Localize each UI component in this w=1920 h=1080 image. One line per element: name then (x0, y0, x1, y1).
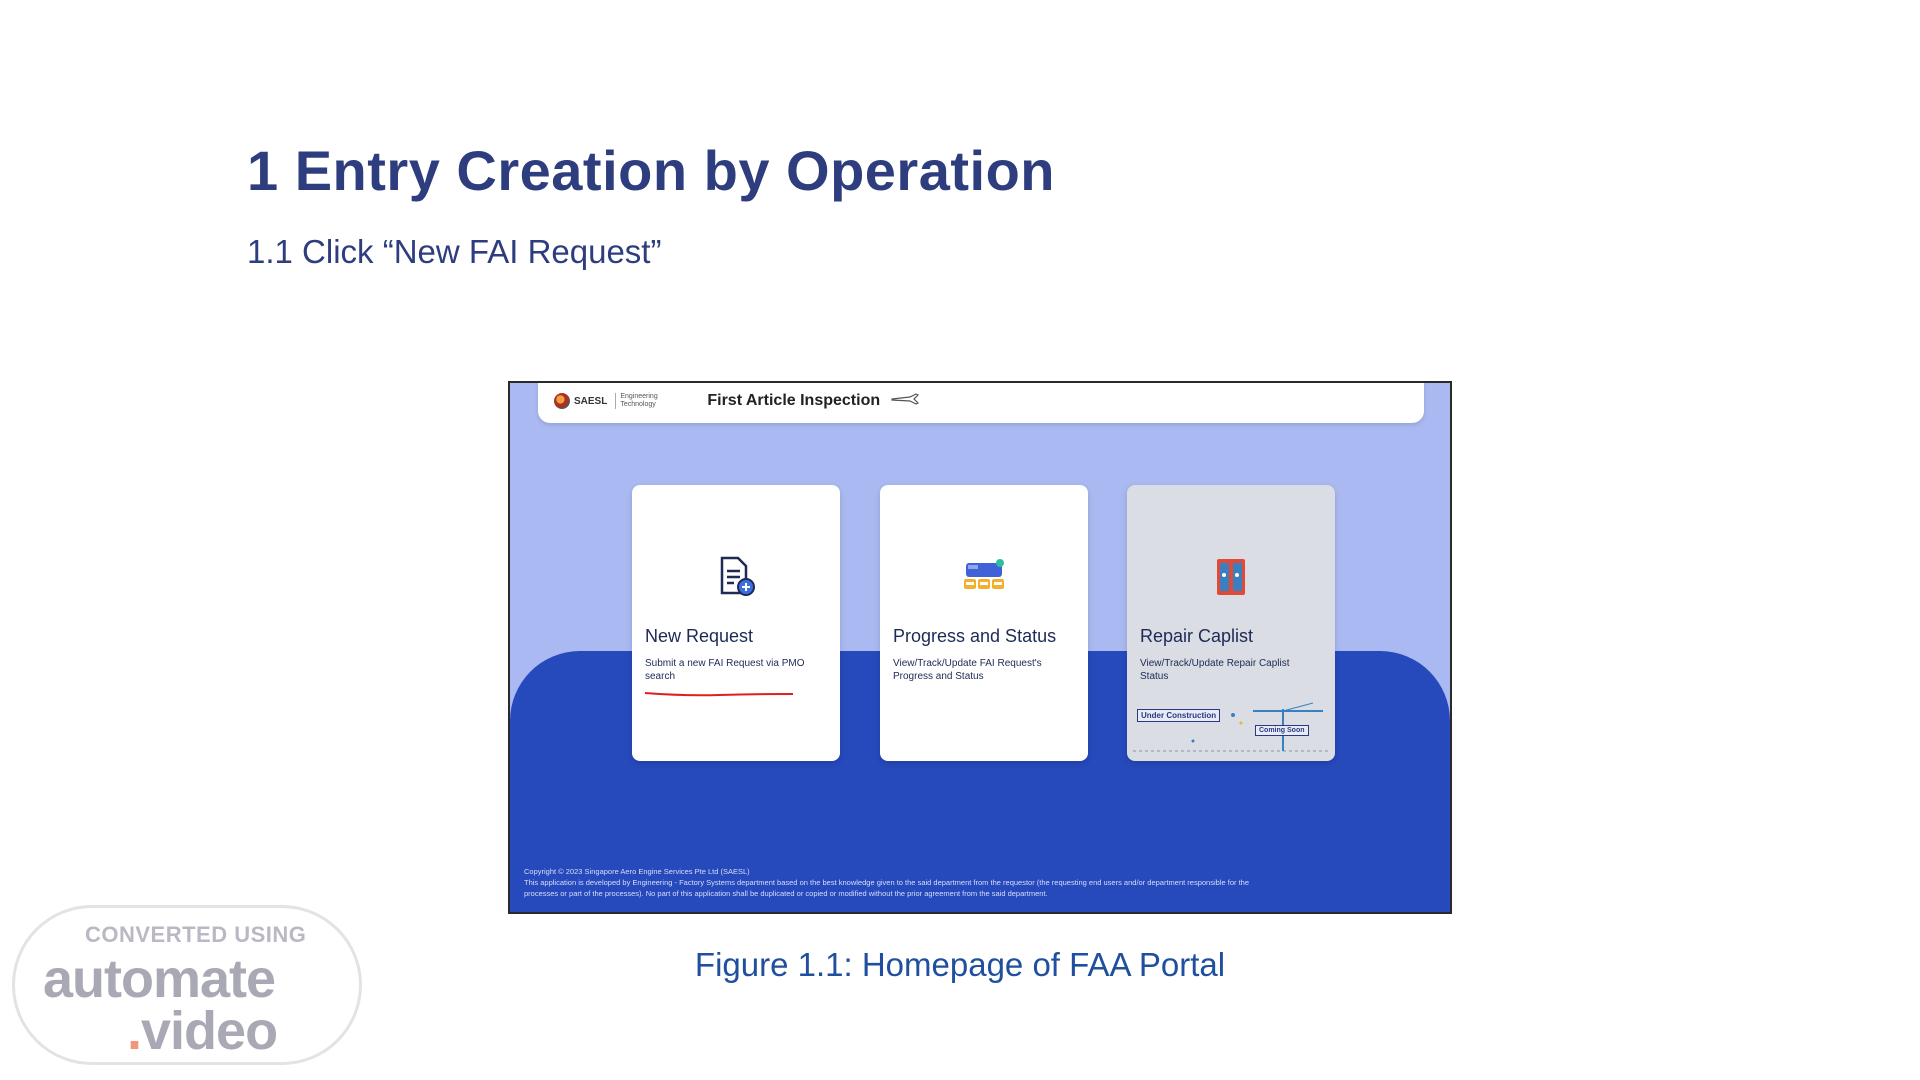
watermark-top-text: CONVERTED USING (85, 922, 307, 947)
under-construction-illustration (1133, 701, 1329, 757)
slide-title: 1 Entry Creation by Operation (247, 139, 1055, 202)
card-description: View/Track/Update Repair Caplist Status (1140, 658, 1290, 682)
figure-caption: Figure 1.1: Homepage of FAA Portal (694, 946, 1226, 983)
watermark-sub (127, 1000, 277, 1062)
watermark-logo (12, 905, 362, 1065)
card-description: Submit a new FAI Request via PMO search (645, 658, 805, 682)
disclaimer-text-cont: processes or part of the processes). No part of this application shall be duplicated or copied or modified without the prior agreement from the said department. (524, 889, 1048, 898)
slide-subtitle: 1.1 Click “New FAI Request” (247, 233, 662, 270)
copyright-text: Copyright © 2023 Singapore Aero Engine Services Pte Ltd (SAESL) (524, 867, 750, 876)
watermark-main-text: automate (43, 949, 276, 1009)
repair-caplist-card[interactable] (1127, 485, 1335, 761)
logo-mark-icon (554, 393, 570, 409)
portal-screenshot (508, 381, 1452, 914)
portal-header (538, 381, 1424, 423)
dashboard-icon (880, 555, 1088, 599)
document-add-icon (632, 555, 840, 599)
card-description: View/Track/Update FAI Request's Progress and Status (893, 658, 1042, 682)
watermark-dot: . (127, 1001, 142, 1061)
airplane-icon (890, 392, 920, 411)
disclaimer-text: This application is developed by Engineering - Factory Systems department based on the best knowledge given to the said department from the requestor (the requesting end users and/or department responsible for the (524, 878, 1250, 887)
portal-footer (524, 866, 1434, 899)
new-request-card[interactable] (632, 485, 840, 761)
coming-soon-badge: Coming Soon (1255, 725, 1309, 736)
logo-text: SAESL (574, 395, 608, 407)
watermark-sub-text: video (141, 1001, 278, 1061)
logo-subtext: Engineering Technology (615, 393, 667, 409)
card-title: New Request (645, 626, 754, 646)
cabinet-icon (1127, 555, 1335, 599)
under-construction-badge: Under Construction (1137, 709, 1220, 722)
card-title: Progress and Status (893, 626, 1057, 646)
progress-status-card[interactable] (880, 485, 1088, 761)
card-title: Repair Caplist (1140, 626, 1254, 646)
saesl-logo (554, 393, 667, 409)
red-underline-annotation (644, 691, 794, 697)
portal-title: First Article Inspection (707, 392, 881, 409)
